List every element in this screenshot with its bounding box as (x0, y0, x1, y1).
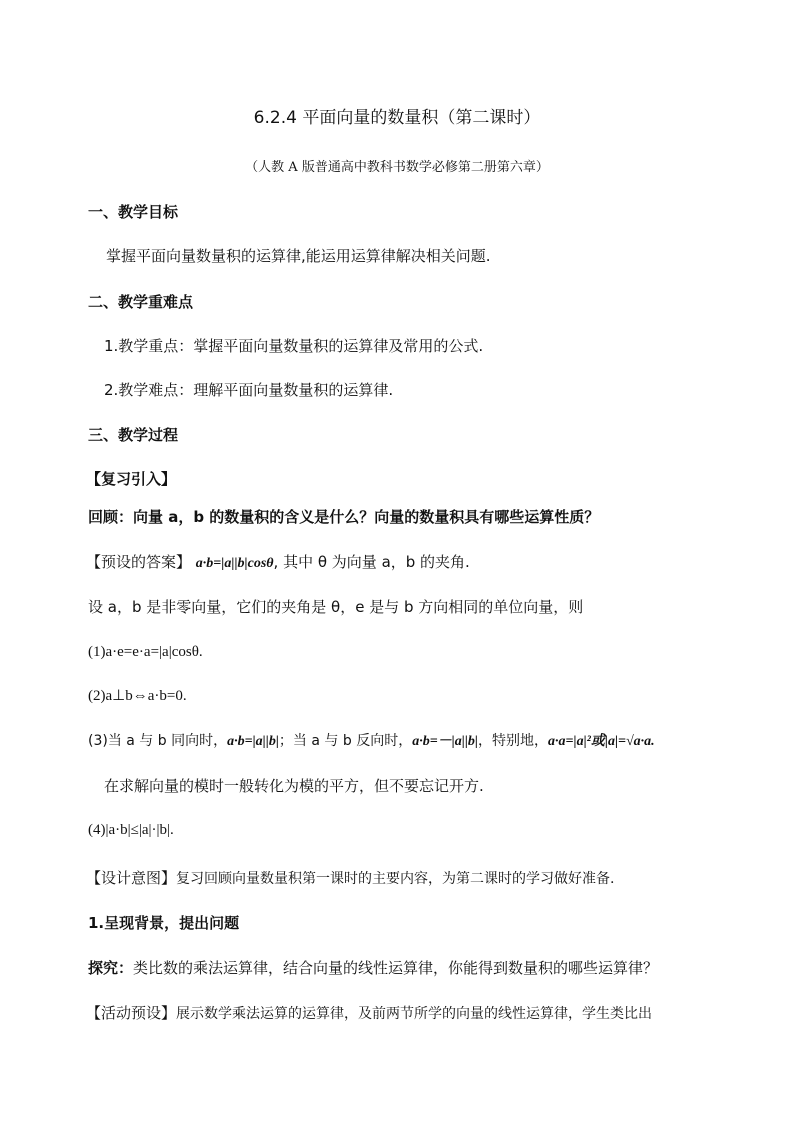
property-3-e: ，特别地， (478, 733, 549, 749)
key-point-2: 2.教学难点：理解平面向量数量积的运算律. (104, 381, 394, 399)
explore-line (88, 958, 658, 978)
property-3-c: ；当 a 与 b 反向时， (278, 733, 413, 749)
property-3 (88, 731, 655, 752)
section-heading-key-points: 二、教学重难点 (88, 293, 194, 311)
answer-rest: , 其中 θ 为向量 a，b 的夹角. (273, 553, 470, 571)
answer-line (86, 552, 470, 574)
design-text: 复习回顾向量数量积第一课时的主要内容，为第二课时的学习做好准备. (176, 871, 615, 887)
goals-text: 掌握平面向量数量积的运算律,能运用运算律解决相关问题. (106, 247, 491, 265)
property-3-d: a·b=－|a||b| (412, 734, 479, 749)
setup-text: 设 a，b 是非零向量，它们的夹角是 θ，e 是与 b 方向相同的单位向量，则 (88, 598, 584, 616)
design-tag: 【设计意图】 (86, 869, 177, 887)
property-3-f: a·a=|a|²或|a|=√a·a. (548, 734, 655, 749)
property-2: (2)a⊥b⇔a·b=0. (88, 688, 187, 704)
step-1-heading: 1.呈现背景，提出问题 (88, 914, 240, 932)
answer-formula: a·b=|a||b|cosθ (195, 556, 274, 571)
page-title: 6.2.4 平面向量的数量积（第二课时） (253, 108, 541, 128)
review-question: 回顾：向量 a，b 的数量积的含义是什么？向量的数量积具有哪些运算性质？ (88, 508, 600, 526)
review-tag: 【复习引入】 (86, 470, 177, 488)
design-intent-line (86, 868, 614, 889)
key-point-1: 1.教学重点：掌握平面向量数量积的运算律及常用的公式. (104, 337, 484, 355)
page-subtitle: （人教 A 版普通高中教科书数学必修第二册第六章） (245, 160, 549, 175)
activity-tag: 【活动预设】 (86, 1004, 177, 1022)
property-3-a: (3)当 a 与 b 同向时， (88, 733, 228, 749)
property-1: (1)a·e=e·a=|a|cosθ. (88, 644, 203, 660)
answer-tag: 【预设的答案】 (86, 553, 192, 571)
section-heading-goals: 一、教学目标 (88, 203, 179, 221)
property-3-note: 在求解向量的模时一般转化为模的平方，但不要忘记开方. (104, 777, 484, 795)
explore-text: 类比数的乘法运算律，结合向量的线性运算律，你能得到数量积的哪些运算律？ (133, 959, 659, 977)
property-4: (4)|a·b|≤|a|·|b|. (88, 822, 174, 838)
activity-line (86, 1003, 652, 1024)
section-heading-process: 三、教学过程 (88, 426, 179, 444)
property-3-b: a·b=|a||b| (227, 734, 279, 749)
activity-text: 展示数学乘法运算的运算律，及前两节所学的向量的线性运算律，学生类比出 (176, 1006, 653, 1022)
explore-tag: 探究： (88, 959, 134, 977)
